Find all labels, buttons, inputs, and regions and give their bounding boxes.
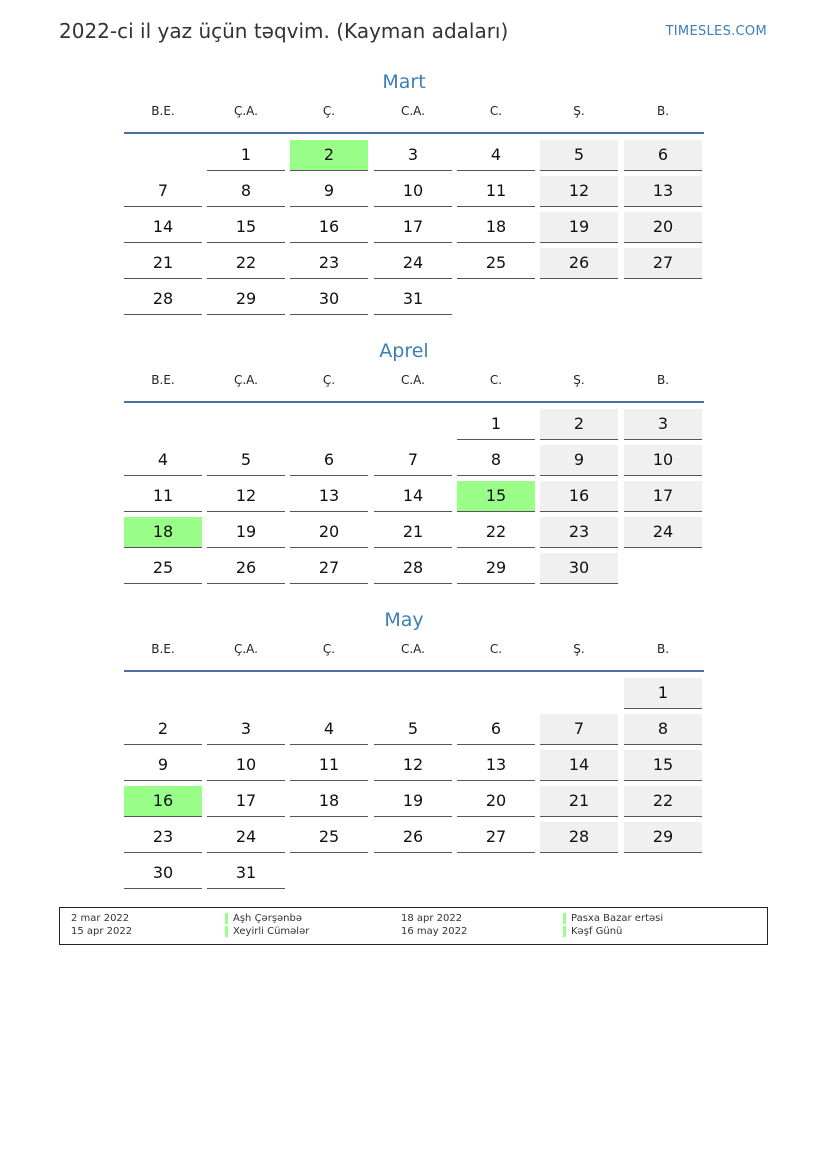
month-calendar [124, 339, 704, 577]
day-cell: 29 [624, 822, 702, 853]
legend-color-marker [225, 913, 228, 924]
day-cell: 20 [457, 786, 535, 817]
day-cell: 9 [124, 750, 202, 781]
day-cell: 23 [290, 248, 368, 279]
day-cell: 12 [374, 750, 452, 781]
day-cell: 10 [207, 750, 285, 781]
day-cell: 17 [207, 786, 285, 817]
weekday-label: Ş. [573, 373, 585, 387]
day-cell: 27 [624, 248, 702, 279]
weekday-label: C. [489, 642, 503, 656]
day-cell: 6 [624, 140, 702, 171]
day-cell: 10 [624, 445, 702, 476]
day-cell: 24 [207, 822, 285, 853]
site-link[interactable]: TIMESLES.COM [665, 24, 767, 39]
weekday-label: C.A. [400, 373, 425, 387]
weekday-label: B. [656, 642, 670, 656]
day-cell: 7 [374, 445, 452, 476]
legend-holiday-name: Pasxa Bazar ertəsi [571, 913, 664, 924]
day-cell: 28 [540, 822, 618, 853]
day-cell: 31 [374, 284, 452, 315]
day-cell: 11 [290, 750, 368, 781]
weekday-label: C.A. [400, 642, 425, 656]
holiday-day-cell: 15 [457, 481, 535, 512]
day-cell: 1 [624, 678, 702, 709]
day-cell: 26 [540, 248, 618, 279]
day-cell: 3 [624, 409, 702, 440]
day-cell: 24 [624, 517, 702, 548]
day-cell: 8 [207, 176, 285, 207]
weekday-label: B. [656, 373, 670, 387]
weekday-header [124, 363, 704, 403]
day-cell: 2 [124, 714, 202, 745]
day-cell: 5 [207, 445, 285, 476]
month-name: Aprel [379, 340, 429, 362]
day-cell: 4 [290, 714, 368, 745]
day-cell: 3 [374, 140, 452, 171]
day-cell: 15 [207, 212, 285, 243]
holiday-day-cell: 18 [124, 517, 202, 548]
day-cell: 15 [624, 750, 702, 781]
legend-color-marker [563, 926, 566, 937]
day-cell: 18 [290, 786, 368, 817]
day-cell: 31 [207, 858, 285, 889]
day-cell: 6 [457, 714, 535, 745]
legend-date: 18 apr 2022 [401, 913, 463, 924]
day-cell: 30 [124, 858, 202, 889]
day-cell: 25 [290, 822, 368, 853]
day-cell: 28 [374, 553, 452, 584]
weekday-label: C. [489, 104, 503, 118]
day-cell: 24 [374, 248, 452, 279]
weekday-label: B.E. [151, 373, 175, 387]
day-cell: 10 [374, 176, 452, 207]
day-cell: 13 [624, 176, 702, 207]
weekday-label: B. [656, 104, 670, 118]
holiday-day-cell: 16 [124, 786, 202, 817]
day-cell: 4 [457, 140, 535, 171]
day-cell: 29 [207, 284, 285, 315]
day-cell: 28 [124, 284, 202, 315]
legend-date: 16 may 2022 [401, 926, 468, 937]
day-cell: 27 [290, 553, 368, 584]
day-cell: 25 [457, 248, 535, 279]
page-title: 2022-ci il yaz üçün təqvim. (Kayman adaları) [59, 19, 509, 43]
holiday-day-cell: 2 [290, 140, 368, 171]
day-cell: 25 [124, 553, 202, 584]
day-cell: 13 [457, 750, 535, 781]
day-cell: 19 [374, 786, 452, 817]
weekday-label: Ç.A. [233, 104, 258, 118]
weekday-label: B.E. [151, 104, 175, 118]
month-name: Mart [382, 71, 426, 93]
day-cell: 20 [624, 212, 702, 243]
day-cell: 30 [290, 284, 368, 315]
day-cell: 8 [457, 445, 535, 476]
legend-holiday-name: Kəşf Günü [571, 926, 623, 937]
weekday-label: Ç. [322, 373, 336, 387]
day-cell: 11 [457, 176, 535, 207]
day-cell: 7 [540, 714, 618, 745]
legend-holiday-name: Aşh Çərşənbə [233, 913, 303, 924]
day-cell: 30 [540, 553, 618, 584]
weekday-label: C. [489, 373, 503, 387]
weekday-label: Ş. [573, 104, 585, 118]
day-cell: 2 [540, 409, 618, 440]
legend-color-marker [563, 913, 566, 924]
day-cell: 26 [374, 822, 452, 853]
day-cell: 19 [207, 517, 285, 548]
day-cell: 5 [540, 140, 618, 171]
day-cell: 7 [124, 176, 202, 207]
day-cell: 3 [207, 714, 285, 745]
day-cell: 17 [374, 212, 452, 243]
weekday-label: Ç.A. [233, 642, 258, 656]
day-cell: 23 [124, 822, 202, 853]
day-cell: 23 [540, 517, 618, 548]
weekday-label: B.E. [151, 642, 175, 656]
day-cell: 12 [207, 481, 285, 512]
day-cell: 4 [124, 445, 202, 476]
day-cell: 14 [540, 750, 618, 781]
weekday-header [124, 632, 704, 672]
day-cell: 16 [540, 481, 618, 512]
month-calendar [124, 70, 704, 308]
holiday-legend [59, 907, 768, 945]
day-cell: 11 [124, 481, 202, 512]
legend-date: 2 mar 2022 [71, 913, 130, 924]
day-cell: 19 [540, 212, 618, 243]
day-cell: 22 [624, 786, 702, 817]
weekday-label: Ç.A. [233, 373, 258, 387]
day-cell: 5 [374, 714, 452, 745]
weekday-label: C.A. [400, 104, 425, 118]
legend-holiday-name: Xeyirli Cümələr [233, 926, 310, 937]
day-cell: 1 [207, 140, 285, 171]
legend-date: 15 apr 2022 [71, 926, 133, 937]
day-cell: 6 [290, 445, 368, 476]
legend-color-marker [225, 926, 228, 937]
day-cell: 20 [290, 517, 368, 548]
weekday-label: Ç. [322, 104, 336, 118]
weekday-label: Ş. [573, 642, 585, 656]
day-cell: 14 [124, 212, 202, 243]
weekday-label: Ç. [322, 642, 336, 656]
month-calendar [124, 608, 704, 882]
day-cell: 21 [124, 248, 202, 279]
weekday-header [124, 94, 704, 134]
day-cell: 9 [290, 176, 368, 207]
month-name: May [384, 609, 424, 631]
day-cell: 14 [374, 481, 452, 512]
day-cell: 27 [457, 822, 535, 853]
day-cell: 16 [290, 212, 368, 243]
day-cell: 18 [457, 212, 535, 243]
day-cell: 13 [290, 481, 368, 512]
day-cell: 22 [207, 248, 285, 279]
day-cell: 26 [207, 553, 285, 584]
day-cell: 8 [624, 714, 702, 745]
day-cell: 12 [540, 176, 618, 207]
day-cell: 21 [540, 786, 618, 817]
day-cell: 17 [624, 481, 702, 512]
day-cell: 21 [374, 517, 452, 548]
day-cell: 22 [457, 517, 535, 548]
day-cell: 9 [540, 445, 618, 476]
day-cell: 29 [457, 553, 535, 584]
day-cell: 1 [457, 409, 535, 440]
